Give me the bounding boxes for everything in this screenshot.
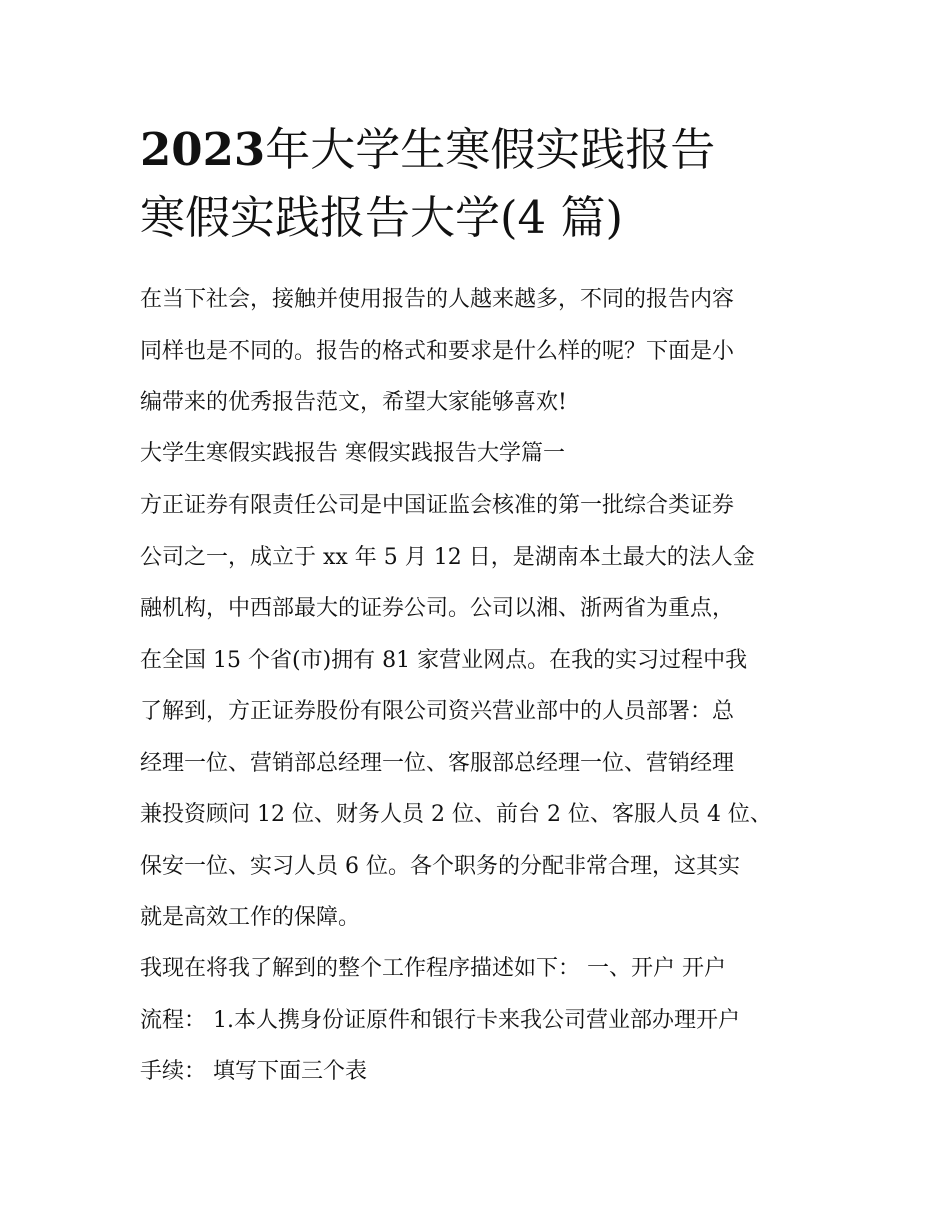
text-line: 方正证券有限责任公司是中国证监会核准的第一批综合类证券 [140,493,735,518]
text-line: 经理一位、营销部总经理一位、客服部总经理一位、营销经理 [140,750,735,776]
text-line: 手续： 填写下面三个表 [140,1059,367,1084]
text-line: 同样也是不同的。报告的格式和要求是什么样的呢？下面是小 [140,338,735,364]
text-line: 就是高效工作的保障。 [140,905,361,930]
text-line: 编带来的优秀报告范文，希望大家能够喜欢! [140,390,567,415]
text-line: 流程： 1.本人携身份证原件和银行卡来我公司营业部办理开户 [140,1007,740,1033]
text-line: 在全国 15 个省(市)拥有 81 家营业网点。在我的实习过程中我 [140,647,748,673]
title-line-2: 寒假实践报告大学(4 篇) [140,191,624,244]
text-line: 公司之一，成立于 xx 年 5 月 12 日，是湖南本土最大的法人金 [140,544,755,570]
title-year: 2023 [140,123,266,176]
section-heading [140,428,820,480]
company-paragraph [140,480,820,944]
intro-paragraph [140,274,820,429]
text-line: 了解到，方正证券股份有限公司资兴营业部中的人员部署：总 [140,699,735,724]
process-paragraph [140,943,820,1098]
document-title [140,116,820,252]
text-line: 融机构，中西部最大的证券公司。公司以湘、浙两省为重点， [140,596,735,621]
title-line-1 [140,116,820,184]
text-line: 我现在将我了解到的整个工作程序描述如下： 一、开户 开户 [140,956,726,981]
text-line: 在当下社会，接触并使用报告的人越来越多，不同的报告内容 [140,287,735,312]
title-line-1-text: 年大学生寒假实践报告 [265,123,716,176]
text-line: 保安一位、实习人员 6 位。各个职务的分配非常合理，这其实 [140,853,740,879]
text-line: 大学生寒假实践报告 寒假实践报告大学篇一 [140,441,565,466]
text-line: 兼投资顾问 12 位、财务人员 2 位、前台 2 位、客服人员 4 位、 [140,802,772,827]
